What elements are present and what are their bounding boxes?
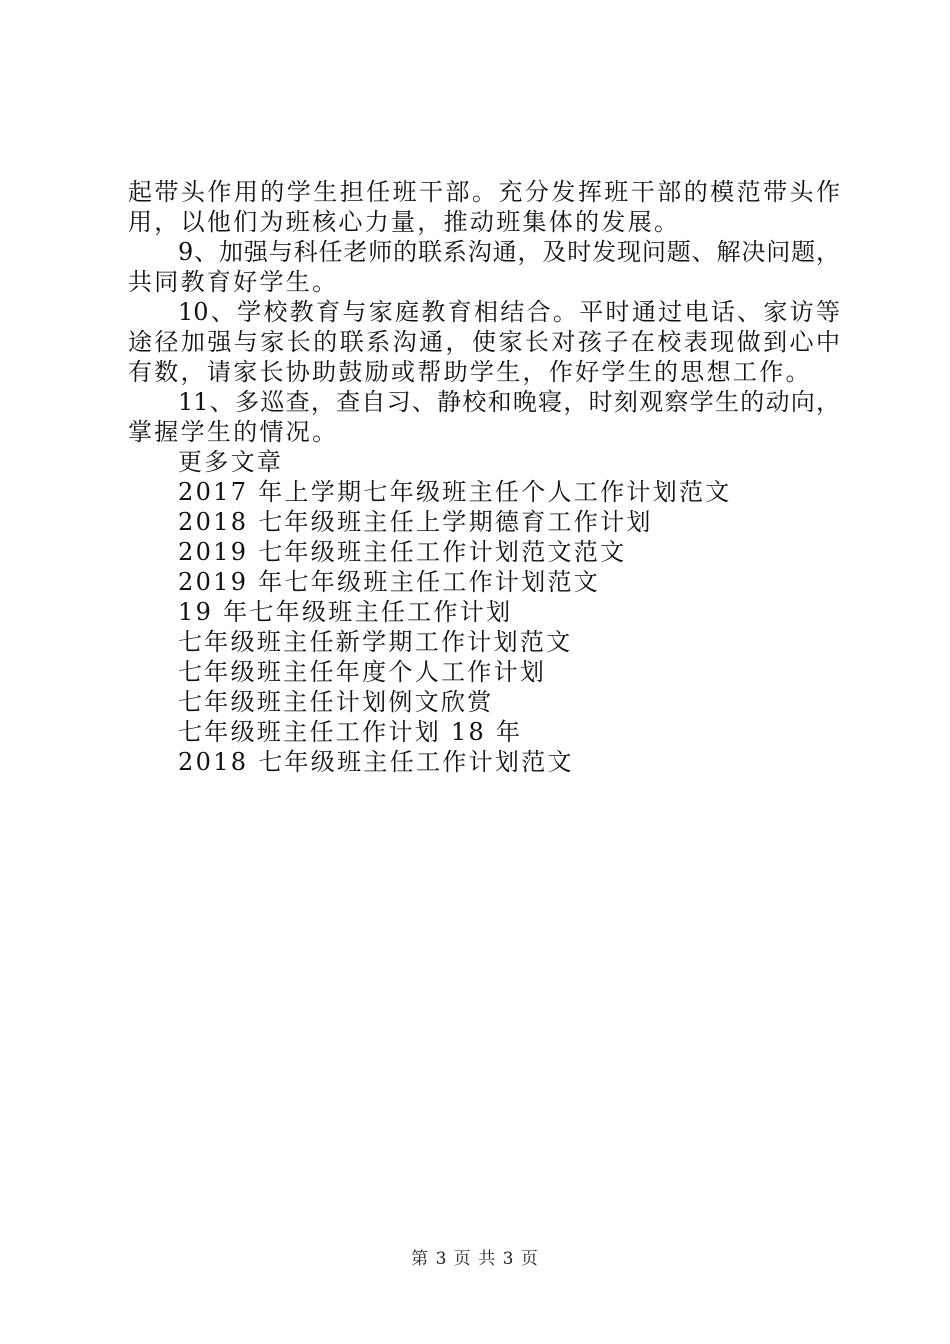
- text-line: 10、学校教育与家庭教育相结合。平时通过电话、家访等: [178, 298, 840, 326]
- article-link[interactable]: 七年级班主任新学期工作计划范文: [178, 628, 573, 656]
- paragraph: [128, 237, 840, 297]
- text-line: 有数，请家长协助鼓励或帮助学生，作好学生的思想工作。: [128, 358, 812, 386]
- article-link[interactable]: 七年级班主任年度个人工作计划: [178, 658, 547, 686]
- text-line: 用，以他们为班核心力量，推动班集体的发展。: [128, 208, 681, 236]
- text-line: 掌握学生的情况。: [128, 418, 339, 446]
- article-link[interactable]: 2017 年上学期七年级班主任个人工作计划范文: [178, 478, 732, 506]
- text-line: 9、加强与科任老师的联系沟通，及时发现问题、解决问题，: [178, 238, 840, 266]
- article-link[interactable]: 七年级班主任工作计划 18 年: [178, 718, 523, 746]
- article-link[interactable]: 19 年七年级班主任工作计划: [178, 598, 513, 626]
- paragraph: [128, 297, 840, 387]
- more-articles-heading: 更多文章: [178, 448, 284, 476]
- article-link[interactable]: 2018 七年级班主任工作计划范文: [178, 748, 574, 776]
- paragraph: [128, 387, 840, 447]
- text-line: 11、多巡查，查自习、静校和晚寝，时刻观察学生的动向，: [178, 388, 840, 416]
- text-line: 途径加强与家长的联系沟通，使家长对孩子在校表现做到心中: [128, 328, 840, 356]
- article-link[interactable]: 2018 七年级班主任上学期德育工作计划: [178, 508, 653, 536]
- document-body: [128, 177, 840, 777]
- article-link[interactable]: 2019 年七年级班主任工作计划范文: [178, 568, 601, 596]
- page-number-footer: 第 3 页 共 3 页: [411, 1249, 539, 1269]
- more-articles-list: [128, 477, 840, 777]
- text-line: 起带头作用的学生担任班干部。充分发挥班干部的模范带头作: [128, 178, 840, 206]
- article-link[interactable]: 七年级班主任计划例文欣赏: [178, 688, 494, 716]
- text-line: 共同教育好学生。: [128, 268, 339, 296]
- article-link[interactable]: 2019 七年级班主任工作计划范文范文: [178, 538, 627, 566]
- paragraph: [128, 177, 840, 237]
